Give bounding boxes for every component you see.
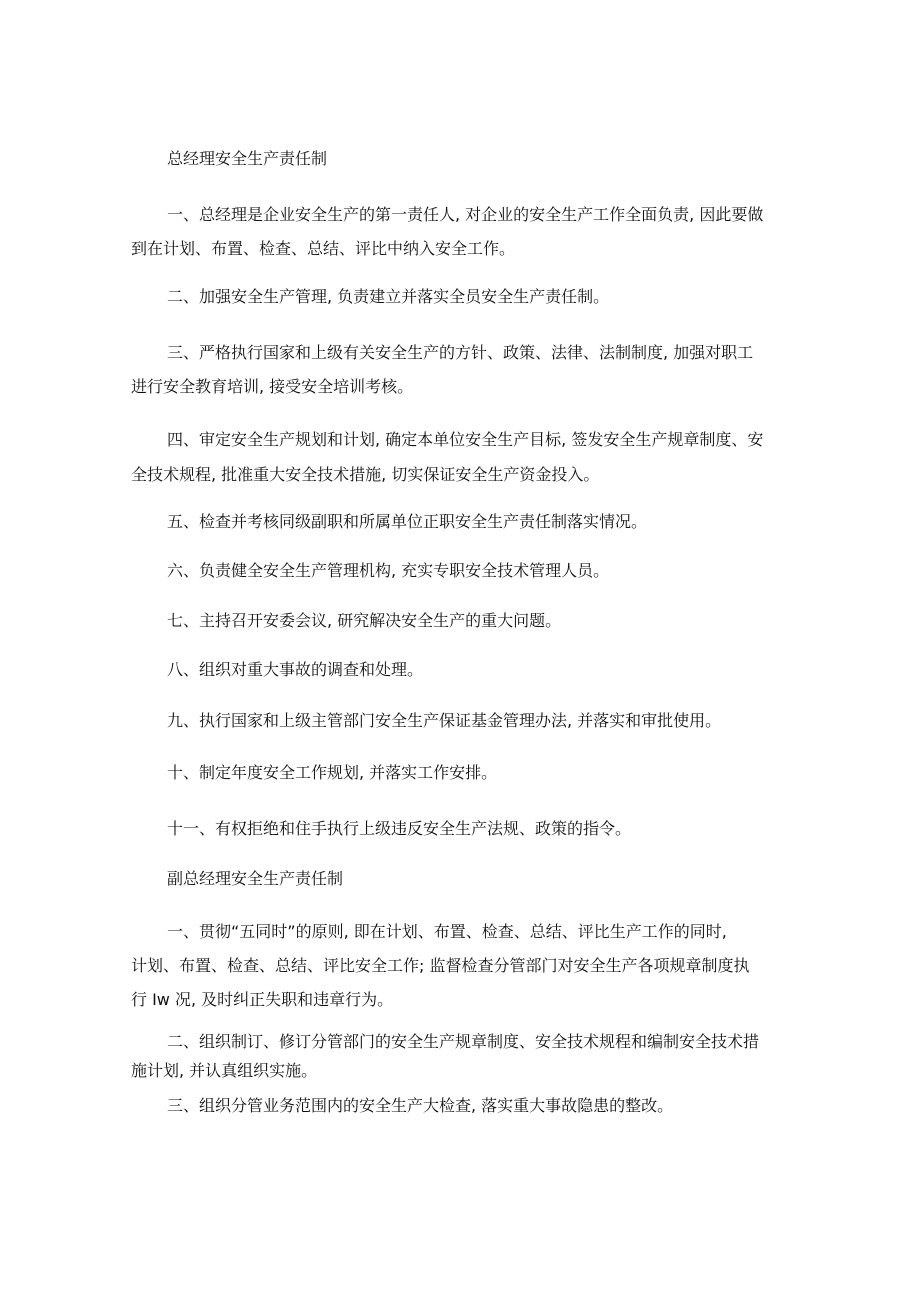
section2-item-3: 三、组织分管业务范围内的安全生产大检查, 落实重大事故隐患的整改。 [167, 1096, 674, 1115]
section1-item-4-line-2: 全技术规程, 批准重大安全技术措施, 切实保证安全生产资金投入。 [131, 465, 600, 484]
section1-item-3-line-2: 进行安全教育培训, 接受安全培训考核。 [131, 377, 414, 396]
section1-item-3-line-1: 三、严格执行国家和上级有关安全生产的方针、政策、法律、法制制度, 加强对职工 [167, 343, 754, 362]
section1-item-1-line-1: 一、总经理是企业安全生产的第一责任人, 对企业的安全生产工作全面负责, 因此要做 [167, 205, 764, 224]
section2-item-2-line-1: 二、组织制订、修订分管部门的安全生产规章制度、安全技术规程和编制安全技术措 [167, 1032, 760, 1051]
section1-item-8: 八、组织对重大事故的调查和处理。 [167, 660, 424, 679]
section1-title: 总经理安全生产责任制 [167, 149, 328, 168]
section1-item-7: 七、主持召开安委会议, 研究解决安全生产的重大问题。 [167, 611, 562, 630]
section1-item-1-line-2: 到在计划、布置、检查、总结、评比中纳入安全工作。 [131, 239, 516, 258]
section2-item-1-line-3: 行 Iw 况, 及时纠正失职和违章行为。 [131, 990, 394, 1009]
section1-item-5: 五、检查并考核同级副职和所属单位正职安全生产责任制落实情况。 [167, 512, 648, 531]
section2-title: 副总经理安全生产责任制 [167, 869, 344, 888]
section1-item-6: 六、负责健全安全生产管理机构, 充实专职安全技术管理人员。 [167, 561, 610, 580]
section1-item-2: 二、加强安全生产管理, 负责建立并落实全员安全生产责任制。 [167, 287, 610, 306]
section1-item-10: 十、制定年度安全工作规划, 并落实工作安排。 [167, 763, 498, 782]
section2-item-1-line-1: 一、贯彻“五同时”的原则, 即在计划、布置、检查、总结、评比生产工作的同时, [167, 922, 727, 941]
section1-item-9: 九、执行国家和上级主管部门安全生产保证基金管理办法, 并落实和审批使用。 [167, 711, 722, 730]
section1-item-4-line-1: 四、审定安全生产规划和计划, 确定本单位安全生产目标, 签发安全生产规章制度、安 [167, 430, 764, 449]
section2-item-2-line-2: 施计划, 并认真组织实施。 [131, 1061, 318, 1080]
section2-item-1-line-2: 计划、布置、检查、总结、评比安全工作; 监督检查分管部门对安全生产各项规章制度执 [131, 956, 750, 975]
section1-item-11: 十一、有权拒绝和住手执行上级违反安全生产法规、政策的指令。 [167, 819, 632, 838]
